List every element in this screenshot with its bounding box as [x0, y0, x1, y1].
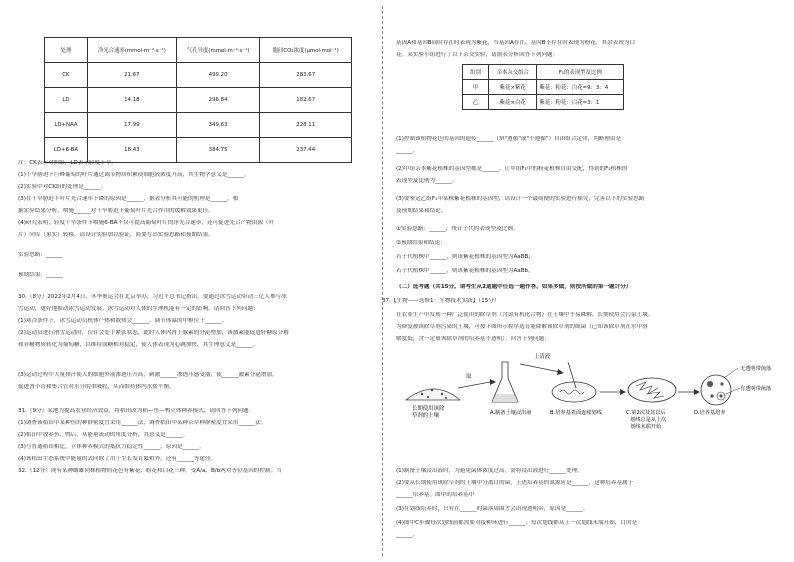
petri-dish-c-icon [628, 378, 676, 402]
table-cell: 17.99 [87, 113, 176, 138]
table-cell: 228.11 [260, 113, 352, 138]
arrow-icon [678, 389, 700, 395]
table-cell: 18.43 [87, 138, 176, 163]
table-cell: LD+6-BA [45, 138, 88, 163]
question-text: (4)研究表明，轻度干旱条件下喷施6-BA不仅可提高葡萄叶片的净光合速率，还可促进光合产物由源（叶 [18, 220, 275, 226]
question-text: (1)寒冷条件下，冰雪运动员机体产热和散热会______，调节体温的中枢位于______。 [18, 318, 228, 324]
question-text: (4)图中C步骤每次划线前都需要对接种环进行______，每次划线都从上一次划线末端开始，目的是 [396, 520, 638, 526]
question-text: (1)控制该植物花色的基因的遗传______（填"遵循"或"不遵循"）自由组合定律，判断理由是 [396, 136, 622, 142]
table-cell: 紫花×白花 [488, 95, 536, 110]
selection-procedure-diagram [394, 348, 786, 458]
question-text: (4)该稻田生态系统中能量的去向除了用于生长发育繁殖外，还有______等途径。 [18, 456, 217, 462]
question-text: (3)在划线培养时，只有在______的菌落周围才会出现透明带，原因是______。 [396, 506, 589, 512]
petri-dish-b-icon [552, 362, 596, 402]
right-column [382, 0, 786, 562]
soil-icon [406, 389, 460, 400]
question-text: 和非糖物质转化为葡萄糖，以维持血糖相对稳定，使人体表现为心跳加快，其生理意义是______。 [18, 342, 259, 348]
halo-label: 有透明带菌落 [740, 386, 772, 392]
step-d-label: D.培养基培养 [694, 410, 726, 416]
table-cell: 14.18 [87, 88, 176, 113]
table-cell: 21.67 [87, 63, 176, 88]
question-text: (2)运动员进行滑雪运动时，往往会处于紧张状态，此时人体内肾上腺素的分泌增加，该激素能促进肝糖原分解 [18, 330, 289, 336]
table-cell: LD+NAA [45, 113, 88, 138]
cross-table [462, 64, 624, 110]
table-header-cell: 气孔导度(mmol·m⁻²·s⁻¹) [176, 38, 260, 63]
question-text: 花。某实验小组进行了以下杂交实验，请据表分析回答下列问题： [396, 52, 559, 58]
question-text: ______。 [396, 148, 419, 154]
step-c-label: C.第2次及其以后 [626, 410, 666, 416]
column-divider [382, 6, 383, 556]
table-row [45, 63, 352, 88]
question-text: ______培养基。图中的培养基中 [396, 492, 475, 498]
inoculating-loop-icon [520, 364, 564, 375]
question-text: ______。 [396, 532, 419, 538]
table-row [463, 80, 624, 95]
question-text: (3)运动过程中大量排汗使人的细胞外液渗透压升高，刺激______渗透压感受器，使______激素分泌增加， [18, 372, 278, 378]
step-a-label: A.制备土壤浸出液 [490, 410, 532, 416]
table-header-cell: 净光合速率(mmol·m⁻²·s⁻¹) [87, 38, 176, 63]
question-text: 若子代植株中______，则该紫花植株的基因型为AaBB； [396, 254, 534, 260]
table-row [45, 138, 352, 163]
petri-dish-d-icon [701, 375, 731, 405]
table-header-cell: 组别 [463, 65, 489, 80]
table-header-cell: 亲本杂交组合 [488, 65, 536, 80]
question-text: 片）向库（果实）转移。请设计实验加以验证，简要写出实验思路和预期结果。 [18, 232, 214, 238]
table-row [463, 95, 624, 110]
table-cell: 499.20 [176, 63, 260, 88]
question-text: (3)与普通稻田相比，立体种养模式的抵抗力稳定性______，原因是______。 [18, 444, 205, 450]
table-cell: 237.44 [260, 138, 352, 163]
table-cell: CK [45, 63, 88, 88]
question-text: 据实验结果分析，喷施______对干旱胁迫下葡萄叶片光合作用的缓解效果更佳。 [18, 208, 214, 214]
question-text: (3)要鉴定乙组F₁中某株紫花植株的基因型，请设计一个最简便的实验进行探究，完善以下的实验思路 [396, 196, 645, 202]
table-cell: 296.84 [176, 88, 260, 113]
table-row [45, 88, 352, 113]
question-text: 在农业生产中发现一种广泛使用的除草剂（含氮有机化合物）在土壤中不易降解，长期使用会污染土壤。 [396, 312, 654, 318]
table-cell: 182.67 [260, 88, 352, 113]
left-column [14, 0, 366, 562]
soil-label: 长期使用该除草剂的土壤 [412, 406, 445, 419]
question-text: 为修复被该除草剂污染的土壤，可按下图所示程序选育能降解该除草剂的细菌（已知该除草剂在水中溶 [396, 324, 648, 330]
table-cell: 紫花×紫花 [488, 80, 536, 95]
question-heading: 30.（8分）2022年2月4日，冬季奥运会在北京举办，习近平总书记指出，要通过冰雪运动带动三亿人参与冰 [18, 294, 287, 300]
question-text: 促进肾小管和集合管对水分的重吸收，从而维持体内水盐平衡。 [18, 384, 175, 390]
take-label: 取 [466, 374, 472, 380]
table-header-cell: 处理 [45, 38, 88, 63]
question-heading: 31.（9分）某地为提高农业经济效益，将稻田改为稻—鱼—鸭立体种养模式，请回答下列问题： [18, 408, 255, 414]
question-text: 基因A和基因B同时存在时表现为紫花，当基因A存在，基因B不存在时表现为粉花，其余表现为白 [396, 40, 636, 46]
question-heading: 32.（12分）现有某种雌雄同株植物的花色有紫花、粉花和白花三种，受A/a、B/b两对等位基因的控制。当 [18, 468, 282, 474]
step-b-label: B.培养基表面连续划线 [550, 410, 602, 416]
table-cell: 乙 [463, 95, 489, 110]
table-cell: 甲 [463, 80, 489, 95]
question-text: (2)实验中对CK组的处理是______。 [18, 184, 107, 190]
step-c-label: 划线末端开始 [630, 424, 662, 430]
table-header-row [45, 38, 352, 63]
question-text: (2)稻田中放养鱼、鸭后，从能量流动的角度分析，其意义是______。 [18, 432, 189, 438]
table-cell: 283.67 [260, 63, 352, 88]
table-row [45, 113, 352, 138]
question-text: (1)干旱胁迫下巨峰葡萄的叶片通过调节物质积累使细胞液浓度升高，其生物学意义是______。 [18, 172, 250, 178]
question-text: 解度低，含一定量该除草剂的培养基不透明）。回答下列问题： [396, 336, 550, 342]
table-header-cell: 胞间CO₂浓度(μmol·mol⁻¹) [260, 38, 352, 63]
arrow-icon [458, 379, 496, 388]
table-cell: LD [45, 88, 88, 113]
question-text: (2)甲组亲本紫花植株的基因型都是______，让甲组F₁中的粉花植株自由交配，得到的F₂植株的 [396, 166, 628, 172]
photosynthesis-table [44, 37, 352, 163]
table-note: 注：CK表示对照组，LD表示轻度干旱。 [18, 160, 117, 166]
answer-line: 实验思路：______ [18, 252, 63, 258]
answer-line: 预期结果：______ [18, 272, 63, 278]
arrow-icon [600, 389, 626, 395]
supernatant-label: 上清液 [534, 354, 551, 360]
question-heading: 37.【生物——选修1：生物技术实践】（15分） [382, 298, 500, 304]
no-halo-label: 无透明带菌落 [740, 366, 772, 372]
table-header-row [463, 65, 624, 80]
question-text: (1)制备土壤浸出液时，为避免菌体浓度过高，需将浸出液进行______处理。 [396, 468, 583, 474]
question-text: 表现型及比例为______。 [396, 178, 458, 184]
table-cell: 紫花：粉花：白花=3：1 [537, 95, 624, 110]
table-cell: 349.63 [176, 113, 260, 138]
table-cell: 384.75 [176, 138, 260, 163]
table-header-cell: F₁的表现型及比例 [537, 65, 624, 80]
question-text: ②预期结果和结论： [396, 240, 446, 246]
question-text: 若子代植株中______，则该紫花植株的基因型为AaBb。 [396, 268, 534, 274]
section-heading: （二）选考题（共15分。请考生从2道题中任选一题作答。如果多做，则按所做的第一题计分） [396, 284, 632, 290]
question-text: ①实验思路：______，统计子代的表现型及比例。 [396, 226, 519, 232]
question-text: 雪运动，更好地推动冰雪运动发展。冰雪运动对人体的生理机能有一定的影响。请回答下列问题： [18, 306, 259, 312]
table-cell: 紫花：粉花：白花=9：3：4 [537, 80, 624, 95]
question-text: (2)要从长期使用该除草剂的土壤中分离目的菌，上述培养基的氮源应是______，这种培养基属于 [396, 480, 634, 486]
question-text: (3)在干旱胁迫下叶片光合速率下降的原因是______，据表分析其可能的机理是______。根 [18, 196, 239, 202]
step-c-label: 划线总是从上次 [630, 417, 667, 423]
question-text: 及预期结果和结论。 [396, 208, 447, 214]
question-text: (1)调查该稻田中某种鱼的种群密度宜采用______法，调查稻田中某种杂草种群密度宜采用______法。 [18, 420, 267, 426]
